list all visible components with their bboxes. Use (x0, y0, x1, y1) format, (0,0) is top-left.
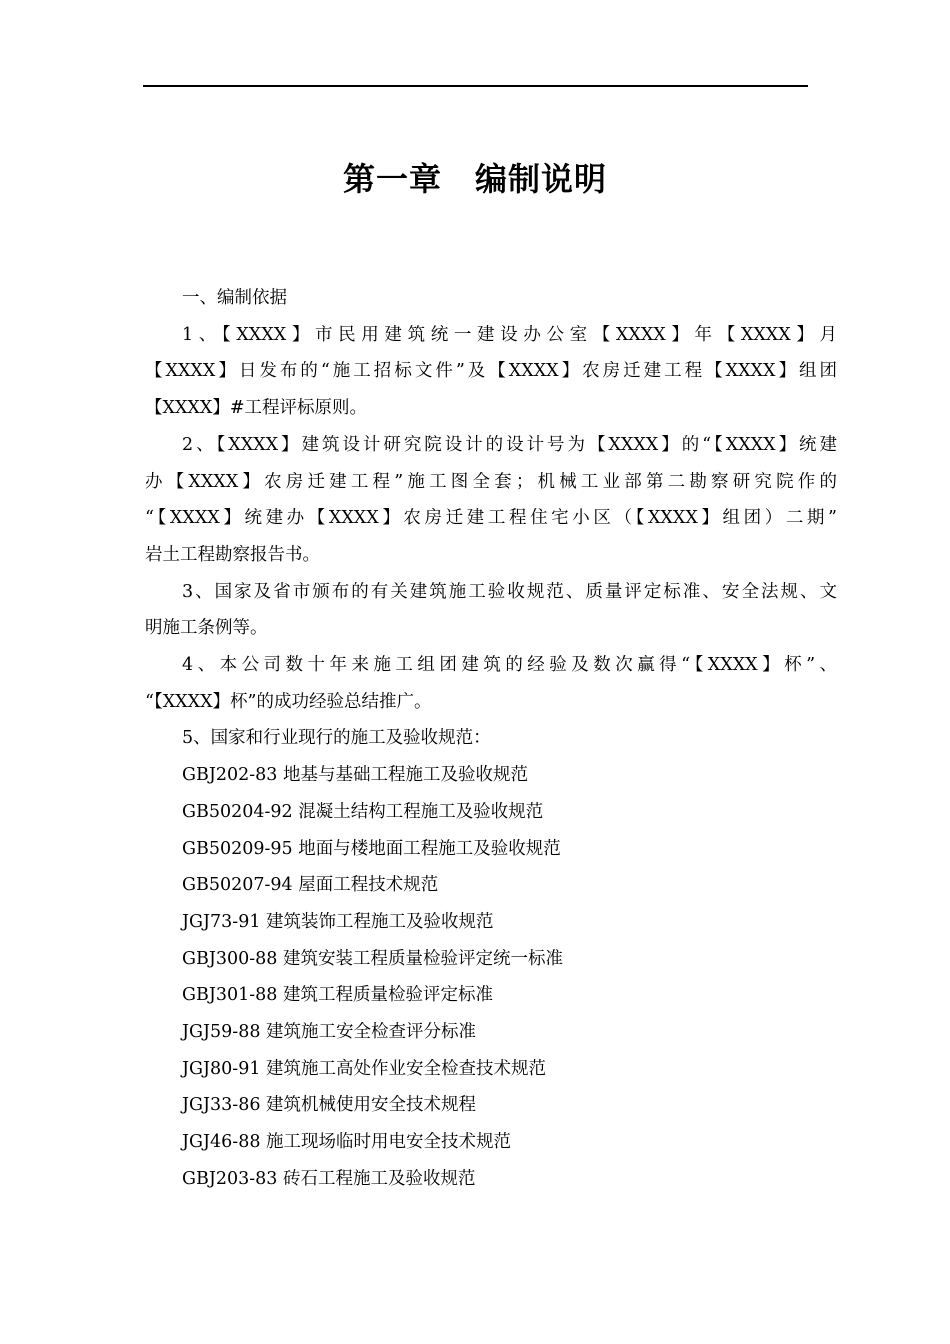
header-rule (143, 85, 808, 87)
item-1-line-1: 1、【XXXX】市民用建筑统一建设办公室【XXXX】年【XXXX】月 (182, 324, 837, 345)
item-5-intro: 5、国家和行业现行的施工及验收规范： (182, 728, 491, 749)
standard-item: JGJ80-91 建筑施工高处作业安全检查技术规范 (182, 1058, 547, 1079)
item-2-line-3: “【XXXX】统建办【XXXX】农房迁建工程住宅小区（【XXXX】组团）二期” (145, 508, 837, 529)
item-3-line-2: 明施工条例等。 (145, 618, 268, 639)
standard-item: JGJ33-86 建筑机械使用安全技术规程 (182, 1095, 477, 1116)
basis-item-1 (145, 317, 837, 427)
basis-item-2 (145, 427, 837, 574)
standards-list (145, 757, 837, 1197)
standard-item: GB50207-94 屋面工程技术规范 (182, 875, 439, 896)
item-2-line-1: 2、【XXXX】建筑设计研究院设计的设计号为【XXXX】的“【XXXX】统建 (182, 434, 837, 455)
basis-item-3 (145, 574, 837, 647)
standard-item: JGJ59-88 建筑施工安全检查评分标准 (182, 1022, 477, 1043)
document-body (145, 280, 837, 1198)
item-2-line-4: 岩土工程勘察报告书。 (145, 544, 320, 565)
standard-item: GBJ300-88 建筑安装工程质量检验评定统一标准 (182, 948, 563, 969)
chapter-title: 第一章 编制说明 (342, 160, 607, 198)
standard-item: GBJ301-88 建筑工程质量检验评定标准 (182, 985, 494, 1006)
item-4-line-1: 4、本公司数十年来施工组团建筑的经验及数次赢得“【XXXX】杯”、 (182, 655, 837, 676)
standard-item: GB50209-95 地面与楼地面工程施工及验收规范 (182, 838, 561, 859)
standard-item: GBJ202-83 地基与基础工程施工及验收规范 (182, 765, 528, 786)
item-1-line-3: 【XXXX】#工程评标原则。 (145, 398, 367, 419)
item-3-line-1: 3、国家及省市颁布的有关建筑施工验收规范、质量评定标准、安全法规、文 (182, 581, 837, 602)
standard-item: JGJ46-88 施工现场临时用电安全技术规范 (182, 1132, 512, 1153)
item-4-line-2: “【XXXX】杯”的成功经验总结推广。 (145, 691, 432, 712)
standard-item: GBJ203-83 砖石工程施工及验收规范 (182, 1168, 476, 1189)
basis-item-4 (145, 647, 837, 720)
standard-item: GB50204-92 混凝土结构工程施工及验收规范 (182, 801, 544, 822)
item-1-line-2: 【XXXX】日发布的“施工招标文件”及【XXXX】农房迁建工程【XXXX】组团 (145, 361, 837, 382)
section-heading: 一、编制依据 (182, 288, 287, 308)
standard-item: JGJ73-91 建筑装饰工程施工及验收规范 (182, 911, 494, 932)
item-2-line-2: 办【XXXX】农房迁建工程”施工图全套；机械工业部第二勘察研究院作的 (145, 471, 837, 492)
